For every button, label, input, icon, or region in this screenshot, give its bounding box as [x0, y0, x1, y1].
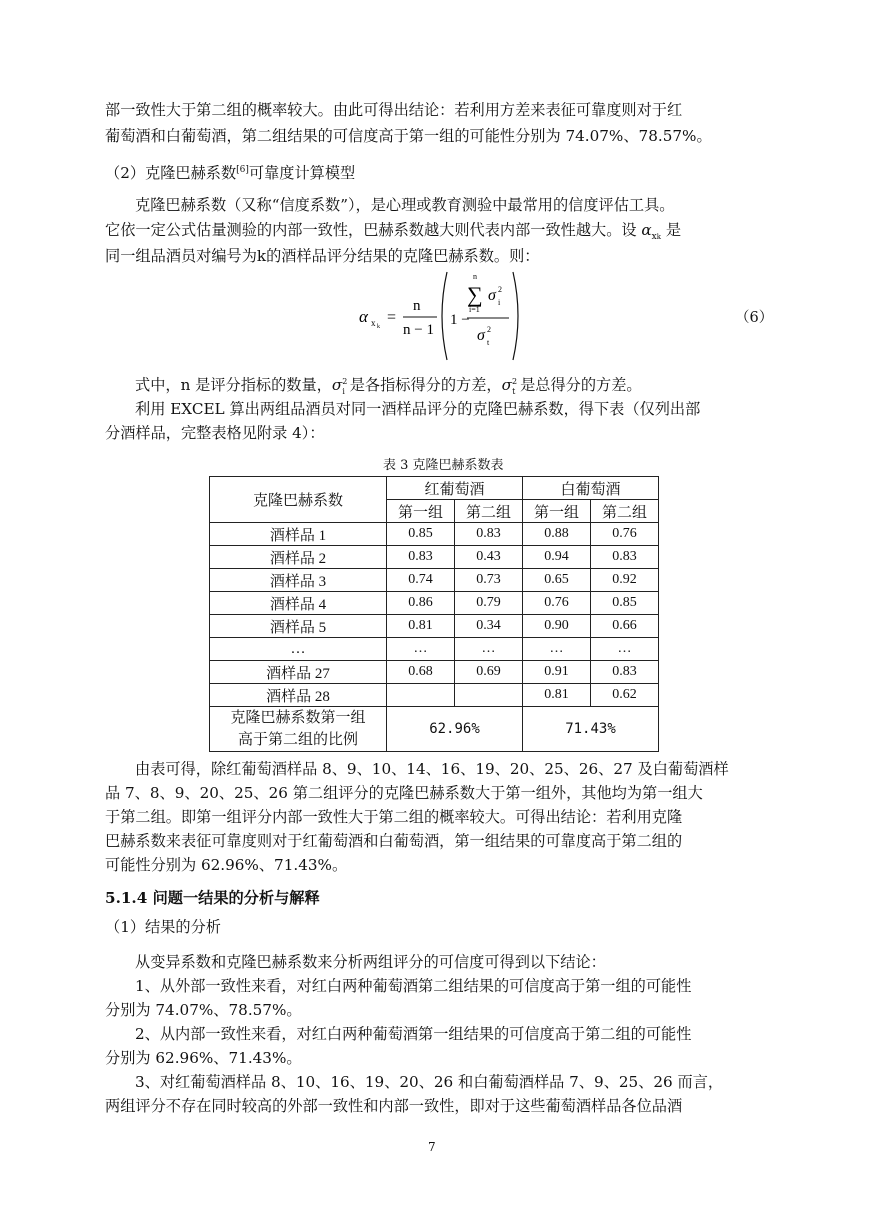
- cronbach-alpha-formula: [355, 268, 555, 364]
- section-heading: 5.1.4 问题一结果的分析与解释: [105, 889, 320, 907]
- table-cell: 0.79: [455, 592, 523, 615]
- sub-t: t: [487, 338, 490, 347]
- table-cell: 0.85: [387, 523, 455, 546]
- table-cell: 0.83: [591, 546, 659, 569]
- alpha-symbol: $\alpha_{xk}$: [641, 221, 661, 243]
- paragraph-line: 分酒样品，完整表格见附录 4）：: [105, 424, 325, 442]
- square: 2: [487, 325, 491, 334]
- table-cell: 0.73: [455, 569, 523, 592]
- table-cell: 0.69: [455, 661, 523, 684]
- row-label: 酒样品 4: [210, 592, 387, 615]
- paragraph-line: 同一组品酒员对编号为k的酒样品评分结果的克隆巴赫系数。则：: [105, 247, 540, 265]
- paragraph-line: 于第二组。即第一组评分内部一致性大于第二组的概率较大。可得出结论：若利用克隆: [105, 808, 683, 826]
- table-cell: 0.92: [591, 569, 659, 592]
- table-row: [210, 615, 659, 638]
- text-span: 它依一定公式估量测验的内部一致性，巴赫系数越大则代表内部一致性越大。设: [105, 221, 637, 239]
- table-cell: 0.65: [523, 569, 591, 592]
- group-header: 第二组: [455, 500, 523, 523]
- formula-n: n: [413, 298, 421, 314]
- paragraph-line: 巴赫系数来表征可靠度则对于红葡萄酒和白葡萄酒，第一组结果的可靠度高于第二组的: [105, 832, 683, 850]
- paragraph-line: 克隆巴赫系数（又称“信度系数”），是心理或教育测验中最常用的信度评估工具。: [135, 196, 675, 214]
- paragraph-line: 由表可得，除红葡萄酒样品 8、9、10、14、16、19、20、25、26、27 及白葡萄酒样: [135, 760, 729, 778]
- table-cell: 0.66: [591, 615, 659, 638]
- table-cell: 0.83: [455, 523, 523, 546]
- formula-n-minus-1: n − 1: [403, 322, 434, 338]
- paragraph-line: 3、对红葡萄酒样品 8、10、16、19、20、26 和白葡萄酒样品 7、9、25、26 而言，: [135, 1073, 724, 1091]
- table-cell: 0.34: [455, 615, 523, 638]
- paragraph-line: 2、从内部一致性来看，对红白两种葡萄酒第一组结果的可信度高于第二组的可能性: [135, 1025, 692, 1043]
- table-row: [210, 569, 659, 592]
- sum-upper: n: [473, 272, 477, 281]
- table-row: [210, 592, 659, 615]
- sum-sign: ∑: [467, 282, 483, 307]
- paragraph-line: 分别为 62.96%、71.43%。: [105, 1049, 302, 1067]
- paragraph-line: 利用 EXCEL 算出两组品酒员对同一酒样品评分的克隆巴赫系数，得下表（仅列出部: [135, 400, 701, 418]
- formula-one-minus: 1 −: [450, 312, 470, 328]
- table-cell: 0.90: [523, 615, 591, 638]
- equation-number: （6）: [735, 310, 774, 326]
- group-header: 第一组: [523, 500, 591, 523]
- table-caption: 表 3 克隆巴赫系数表: [383, 458, 504, 473]
- table-cell: 0.83: [387, 546, 455, 569]
- row-label: 酒样品 1: [210, 523, 387, 546]
- heading-text: 可靠度计算模型: [248, 164, 356, 183]
- table-cell: 0.91: [523, 661, 591, 684]
- subsection-heading: （1）结果的分析: [105, 918, 221, 936]
- table-cell: …: [523, 638, 591, 661]
- table-cell: 0.43: [455, 546, 523, 569]
- table-cell: …: [591, 638, 659, 661]
- paragraph-line: 品 7、8、9、20、25、26 第二组评分的克隆巴赫系数大于第一组外，其他均为第一组大: [105, 784, 703, 802]
- sigma-t-sq: $\sigma^2_t$: [501, 376, 518, 397]
- table-cell: 0.62: [591, 684, 659, 707]
- square: 2: [498, 285, 502, 294]
- table-row: [210, 661, 659, 684]
- table-cell: [455, 684, 523, 707]
- table-cell: …: [387, 638, 455, 661]
- sum-lower: i=1: [469, 305, 480, 314]
- row-label: 酒样品 5: [210, 615, 387, 638]
- equals-sign: =: [387, 309, 397, 326]
- subsection-heading: [105, 158, 765, 185]
- sigma-i-sq: $\sigma^2_i$: [331, 376, 348, 397]
- sub-i: i: [498, 298, 501, 307]
- left-paren: [442, 272, 447, 360]
- table-cell: 0.86: [387, 592, 455, 615]
- ratio-label-line: 高于第二组的比例: [237, 732, 358, 748]
- paragraph-line: 分别为 74.07%、78.57%。: [105, 1001, 302, 1019]
- formula-sub: x: [371, 318, 376, 328]
- table-cell: 0.85: [591, 592, 659, 615]
- sigma-t: σ: [477, 327, 485, 344]
- row-label: …: [210, 638, 387, 661]
- page-number: 7: [428, 1140, 436, 1154]
- table-cell: 0.76: [523, 592, 591, 615]
- text-span: 是总得分的方差。: [520, 376, 642, 395]
- paragraph-line: 葡萄酒和白葡萄酒，第二组结果的可信度高于第一组的可能性分别为 74.07%、78.57%。: [105, 127, 712, 145]
- table-cell: 0.83: [591, 661, 659, 684]
- table-cell: 0.94: [523, 546, 591, 569]
- table-ratio-row: [210, 707, 659, 752]
- table-row: [210, 684, 659, 707]
- ratio-label-line: 克隆巴赫系数第一组: [230, 710, 366, 726]
- red-wine-header: 红葡萄酒: [387, 477, 523, 500]
- paragraph-line: 部一致性大于第二组的概率较大。由此可得出结论：若利用方差来表征可靠度则对于红: [105, 101, 683, 119]
- table-row: [210, 523, 659, 546]
- row-label: 酒样品 27: [210, 661, 387, 684]
- table-cell: 0.74: [387, 569, 455, 592]
- text-span: 是: [665, 221, 681, 239]
- group-header: 第二组: [591, 500, 659, 523]
- right-paren: [513, 272, 518, 360]
- formula-sub: k: [377, 324, 380, 330]
- table-cell: …: [455, 638, 523, 661]
- text-span: 是各指标得分的方差，: [349, 376, 502, 395]
- ratio-white-cell: 71.43%: [523, 707, 659, 752]
- text-span: 式中，n 是评分指标的数量，: [135, 376, 332, 395]
- paragraph-line: 两组评分不存在同时较高的外部一致性和内部一致性，即对于这些葡萄酒样品各位品酒: [105, 1097, 683, 1115]
- group-header: 第一组: [387, 500, 455, 523]
- table-cell: 0.68: [387, 661, 455, 684]
- white-wine-header: 白葡萄酒: [523, 477, 659, 500]
- table-cell: 0.88: [523, 523, 591, 546]
- cronbach-table: [209, 476, 659, 752]
- paragraph-line: 可能性分别为 62.96%、71.43%。: [105, 856, 348, 874]
- table-cell: 0.76: [591, 523, 659, 546]
- formula-alpha: α: [359, 307, 368, 326]
- heading-text: （2）克隆巴赫系数: [105, 164, 237, 183]
- table-cell: 0.81: [523, 684, 591, 707]
- table-cell: [387, 684, 455, 707]
- ratio-red-cell: 62.96%: [387, 707, 523, 752]
- ratio-label: [210, 707, 387, 752]
- row-label: 酒样品 2: [210, 546, 387, 569]
- paragraph-line: 从变异系数和克隆巴赫系数来分析两组评分的可信度可得到以下结论：: [135, 953, 606, 971]
- sigma-i: σ: [488, 287, 496, 304]
- table-row: [210, 638, 659, 661]
- row-label: 酒样品 3: [210, 569, 387, 592]
- table-corner-header: 克隆巴赫系数: [210, 477, 387, 523]
- table-cell: 0.81: [387, 615, 455, 638]
- citation-ref: [6]: [236, 165, 249, 175]
- row-label: 酒样品 28: [210, 684, 387, 707]
- paragraph-line: 1、从外部一致性来看，对红白两种葡萄酒第二组结果的可信度高于第一组的可能性: [135, 977, 692, 995]
- table-row: [210, 546, 659, 569]
